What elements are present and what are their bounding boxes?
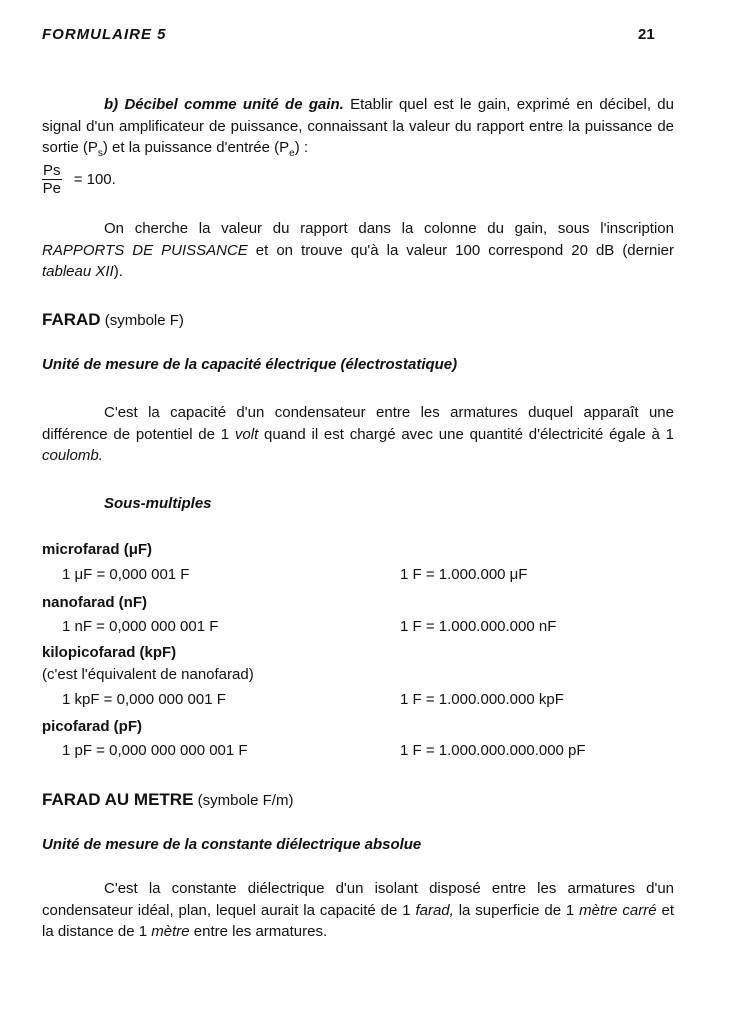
- farad-definition: C'est la capacité d'un condensateur entre les armatures duquel apparaît une différence de potentiel de 1 volt quand il est chargé avec une quantité d'électricité égale à 1 coulomb.: [42, 404, 674, 464]
- farad-metre-subtitle: Unité de mesure de la constante diélectrique absolue: [42, 836, 422, 853]
- unit-conversion-left: 1 μF = 0,000 001 F: [62, 566, 190, 583]
- unit-conversion-right: 1 F = 1.000.000 μF: [400, 566, 528, 583]
- unit-name: microfarad (μF): [42, 541, 153, 558]
- page-number: 21: [638, 26, 655, 43]
- farad-subtitle: Unité de mesure de la capacité électrique (électrostatique): [42, 356, 458, 373]
- unit-conversion-left: 1 nF = 0,000 000 001 F: [62, 618, 219, 635]
- unit-conversion-right: 1 F = 1.000.000.000 nF: [400, 618, 557, 635]
- unit-name: picofarad (pF): [42, 718, 142, 735]
- unit-conversion-right: 1 F = 1.000.000.000.000 pF: [400, 742, 586, 759]
- unit-conversion-right: 1 F = 1.000.000.000 kpF: [400, 691, 564, 708]
- unit-conversion-left: 1 pF = 0,000 000 000 001 F: [62, 742, 248, 759]
- decibel-paragraph: b) Décibel comme unité de gain. Etablir quel est le gain, exprimé en décibel, du signal d'un amplificateur de puissance, connaissant la valeur du rapport entre la puissance de sortie $(P_s)$ et la puissance d'entrée $(P_e)$ :: [42, 96, 674, 159]
- decibel-answer-paragraph: On cherche la valeur du rapport dans la colonne du gain, sous l'inscription RAPPORTS DE PUISSANCE et on trouve qu'à la valeur 100 correspond 20 dB (dernier tableau XII).: [42, 220, 675, 280]
- farad-metre-definition: C'est la constante diélectrique d'un isolant disposé entre les armatures d'un condensateur idéal, plan, lequel aurait la capacité de 1 farad, la superficie de 1 mètre carré et la distance de 1 mètre entre les armatures.: [42, 880, 674, 940]
- farad-metre-heading: FARAD AU METRE (symbole F/m): [42, 790, 294, 809]
- submultiples-label: Sous-multiples: [104, 495, 212, 512]
- fraction: $\frac{Ps}{Pe}$: [42, 162, 61, 197]
- running-header: FORMULAIRE 5: [42, 26, 167, 43]
- unit-name: nanofarad (nF): [42, 594, 147, 611]
- unit-name: kilopicofarad (kpF): [42, 644, 177, 661]
- unit-conversion-left: 1 kpF = 0,000 000 001 F: [62, 691, 226, 708]
- farad-heading: FARAD (symbole F): [42, 310, 184, 329]
- power-ratio-formula: $\frac{Ps}{Pe}$ = 100.: [42, 162, 116, 197]
- decibel-lead: b) Décibel comme unité de gain.: [104, 96, 344, 113]
- unit-note: (c'est l'équivalent de nanofarad): [42, 666, 254, 683]
